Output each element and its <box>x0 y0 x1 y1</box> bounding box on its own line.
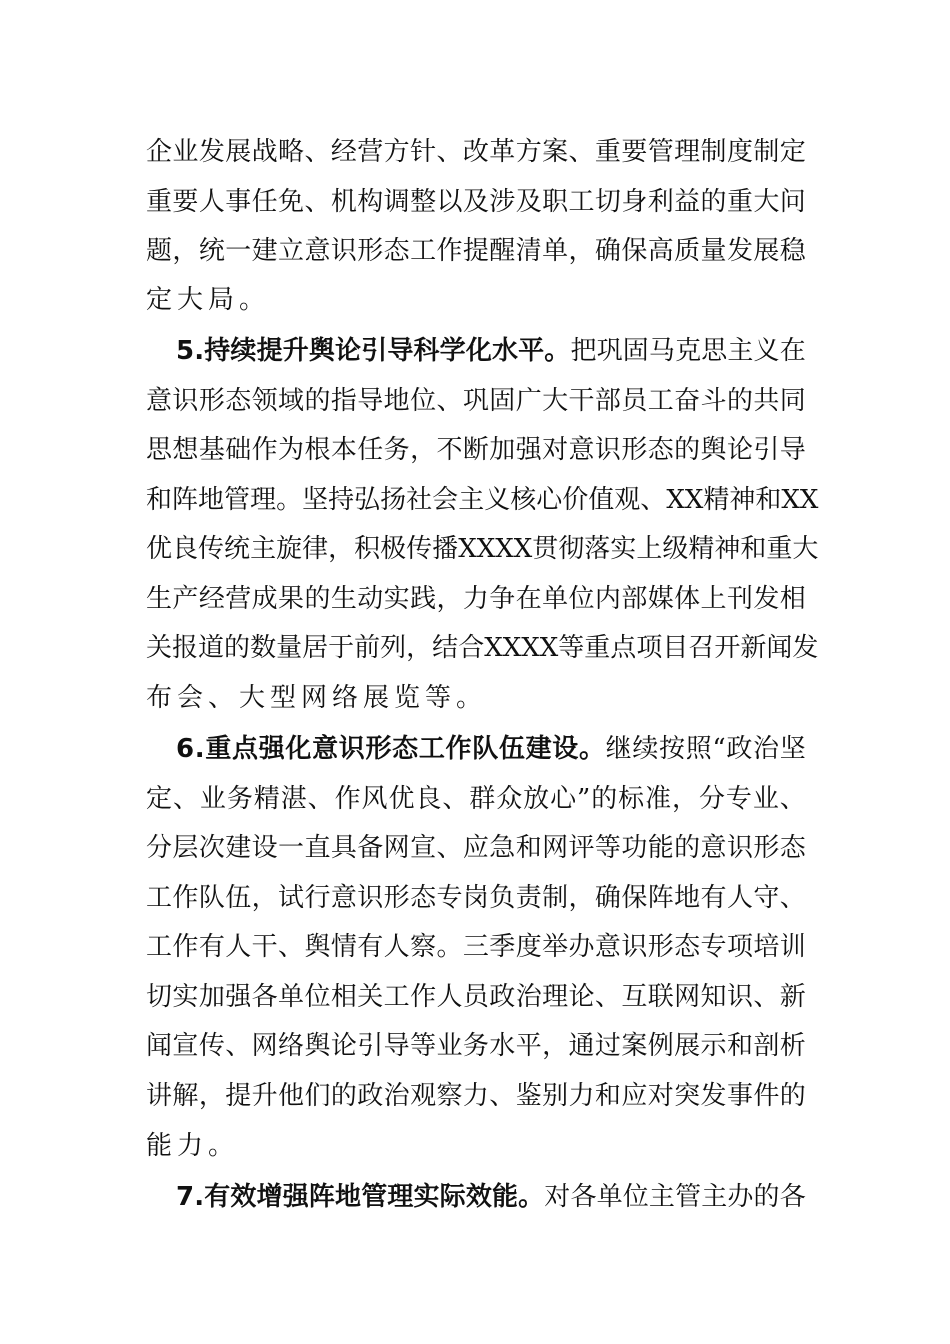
text-line: 思 想 基 础 作 为 根 本 任 务 ， 不 断 加 强 对 意 识 形 态 的 舆 论 引 导 <box>146 435 806 465</box>
text-line: 闻 宣 传 、 网 络 舆 论 引 导 等 业 务 水 平 ， 通 过 案 例 展 示 和 剖 析 <box>146 1031 806 1061</box>
section-6-heading-line: 6 . 重 点 强 化 意 识 形 态 工 作 队 伍 建 设 。 继 续 按 照 “ 政 治 坚 <box>176 734 806 764</box>
text-line: 生 产 经 营 成 果 的 生 动 实 践 ， 力 争 在 单 位 内 部 媒 体 上 刊 发 相 <box>146 584 806 614</box>
text-line: 分 层 次 建 设 一 直 具 备 网 宣 、 应 急 和 网 评 等 功 能 的 意 识 形 态 <box>146 833 806 863</box>
text-line: 企 业 发 展 战 略 、 经 营 方 针 、 改 革 方 案 、 重 要 管 理 制 度 制 定 <box>146 137 806 167</box>
text-line: 题 ， 统 一 建 立 意 识 形 态 工 作 提 醒 清 单 ， 确 保 高 质 量 发 展 稳 <box>146 236 806 266</box>
text-line: 讲 解 ， 提 升 他 们 的 政 治 观 察 力 、 鉴 别 力 和 应 对 突 发 事 件 的 <box>146 1081 806 1111</box>
text-line: 和 阵 地 管 理 。 坚 持 弘 扬 社 会 主 义 核 心 价 值 观 、 X X 精 神 和 X X <box>146 485 819 515</box>
text-line: 意 识 形 态 领 域 的 指 导 地 位 、 巩 固 广 大 干 部 员 工 奋 斗 的 共 同 <box>146 386 806 416</box>
text-line: 定 、 业 务 精 湛 、 作 风 优 良 、 群 众 放 心 ” 的 标 准 ， 分 专 业 、 <box>146 784 806 814</box>
text-line: 能力。 <box>146 1131 240 1161</box>
text-line: 布会、大型网络展览等。 <box>146 683 488 713</box>
text-line: 工 作 队 伍 ， 试 行 意 识 形 态 专 岗 负 责 制 ， 确 保 阵 地 有 人 守 、 <box>146 883 806 913</box>
text-line: 优 良 传 统 主 旋 律 ， 积 极 传 播 X X X X 贯 彻 落 实 上 级 精 神 和 重 大 <box>146 534 819 564</box>
text-line: 关 报 道 的 数 量 居 于 前 列 ， 结 合 X X X X 等 重 点 项 目 召 开 新 闻 发 <box>146 633 819 663</box>
section-7-heading-line: 7 . 有 效 增 强 阵 地 管 理 实 际 效 能 。 对 各 单 位 主 管 主 办 的 各 <box>176 1182 806 1212</box>
section-5-heading-line: 5 . 持 续 提 升 舆 论 引 导 科 学 化 水 平 。 把 巩 固 马 克 思 主 义 在 <box>176 336 806 366</box>
text-line: 工 作 有 人 干 、 舆 情 有 人 察 。 三 季 度 举 办 意 识 形 态 专 项 培 训 <box>146 932 806 962</box>
text-line: 重 要 人 事 任 免 、 机 构 调 整 以 及 涉 及 职 工 切 身 利 益 的 重 大 问 <box>146 187 806 217</box>
text-line: 定大局。 <box>146 285 271 315</box>
text-line: 切 实 加 强 各 单 位 相 关 工 作 人 员 政 治 理 论 、 互 联 网 知 识 、 新 <box>146 982 806 1012</box>
